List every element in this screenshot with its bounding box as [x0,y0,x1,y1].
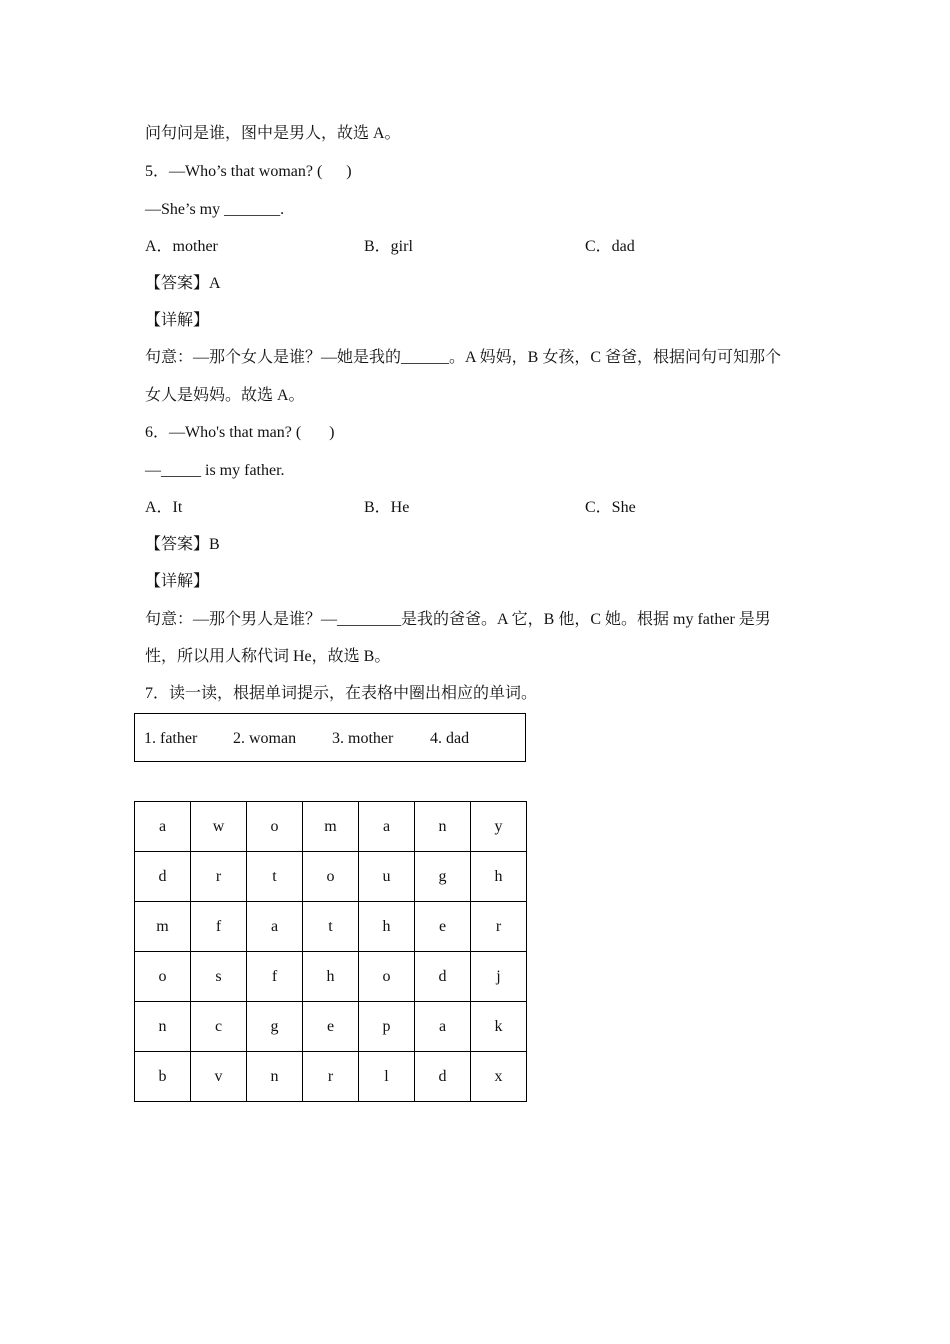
grid-row [135,952,527,1002]
question-6-option-c: C．She [585,499,636,516]
grid-cell[interactable]: s [191,952,247,1002]
question-6-option-a: A．It [145,499,183,516]
grid-cell[interactable]: c [191,1002,247,1052]
question-5-detail-line-1: 句意：—那个女人是谁？—她是我的______。A 妈妈，B 女孩，C 爸爸，根据问句可知那个 [145,349,782,366]
question-6-detail-line-2: 性，所以用人称代词 He，故选 B。 [145,648,391,665]
question-6-detail-heading: 【详解】 [145,573,210,590]
grid-cell[interactable]: h [303,952,359,1002]
grid-cell[interactable]: w [191,802,247,852]
grid-cell[interactable]: v [191,1052,247,1102]
grid-cell[interactable]: t [303,902,359,952]
hint-word: 1. father [144,730,198,747]
grid-row [135,902,527,952]
grid-cell[interactable]: d [415,952,471,1002]
grid-cell[interactable]: r [471,902,527,952]
hint-word: 4. dad [430,730,470,747]
grid-row [135,802,527,852]
grid-cell[interactable]: n [415,802,471,852]
grid-cell[interactable]: g [415,852,471,902]
question-5-option-c: C．dad [585,238,635,255]
grid-cell[interactable]: b [135,1052,191,1102]
grid-cell[interactable]: t [247,852,303,902]
word-hint-box [134,713,526,762]
grid-cell[interactable]: p [359,1002,415,1052]
question-5-answer: 【答案】A [145,275,221,292]
grid-row [135,1002,527,1052]
grid-cell[interactable]: m [135,902,191,952]
grid-cell[interactable]: y [471,802,527,852]
hint-word: 3. mother [332,730,394,747]
grid-cell[interactable]: g [247,1002,303,1052]
question-5-line-2: —She’s my _______. [145,201,285,218]
question-6-stem: 6．—Who's that man? ( ) [145,424,335,441]
grid-cell[interactable]: r [303,1052,359,1102]
question-5-detail-heading: 【详解】 [145,312,210,329]
hint-word: 2. woman [233,730,297,747]
grid-cell[interactable]: h [471,852,527,902]
explanation-line: 问句问是谁，图中是男人，故选 A。 [145,125,401,142]
grid-cell[interactable]: n [247,1052,303,1102]
grid-cell[interactable]: d [415,1052,471,1102]
question-5-detail-line-2: 女人是妈妈。故选 A。 [145,387,305,404]
question-5-stem: 5．—Who’s that woman? ( ) [145,163,352,180]
grid-cell[interactable]: r [191,852,247,902]
question-5-option-b: B．girl [364,238,413,255]
word-search-grid [134,801,527,1102]
grid-cell[interactable]: a [135,802,191,852]
grid-cell[interactable]: x [471,1052,527,1102]
question-6-detail-line-1: 句意：—那个男人是谁？—________是我的爸爸。A 它，B 他，C 她。根据 my father 是男 [145,611,771,628]
grid-cell[interactable]: o [303,852,359,902]
grid-cell[interactable]: e [303,1002,359,1052]
question-6-line-2: —_____ is my father. [145,462,285,479]
grid-cell[interactable]: a [247,902,303,952]
grid-cell[interactable]: j [471,952,527,1002]
grid-cell[interactable]: f [247,952,303,1002]
grid-cell[interactable]: h [359,902,415,952]
grid-cell[interactable]: n [135,1002,191,1052]
grid-cell[interactable]: e [415,902,471,952]
question-5-option-a: A．mother [145,238,218,255]
grid-cell[interactable]: k [471,1002,527,1052]
question-6-option-b: B．He [364,499,410,516]
grid-cell[interactable]: l [359,1052,415,1102]
grid-cell[interactable]: u [359,852,415,902]
question-7-stem: 7．读一读，根据单词提示，在表格中圈出相应的单词。 [145,685,538,702]
grid-row [135,852,527,902]
grid-cell[interactable]: d [135,852,191,902]
question-6-answer: 【答案】B [145,536,220,553]
grid-cell[interactable]: m [303,802,359,852]
grid-row [135,1052,527,1102]
grid-cell[interactable]: f [191,902,247,952]
grid-cell[interactable]: o [247,802,303,852]
grid-cell[interactable]: a [359,802,415,852]
grid-cell[interactable]: a [415,1002,471,1052]
grid-cell[interactable]: o [135,952,191,1002]
grid-cell[interactable]: o [359,952,415,1002]
